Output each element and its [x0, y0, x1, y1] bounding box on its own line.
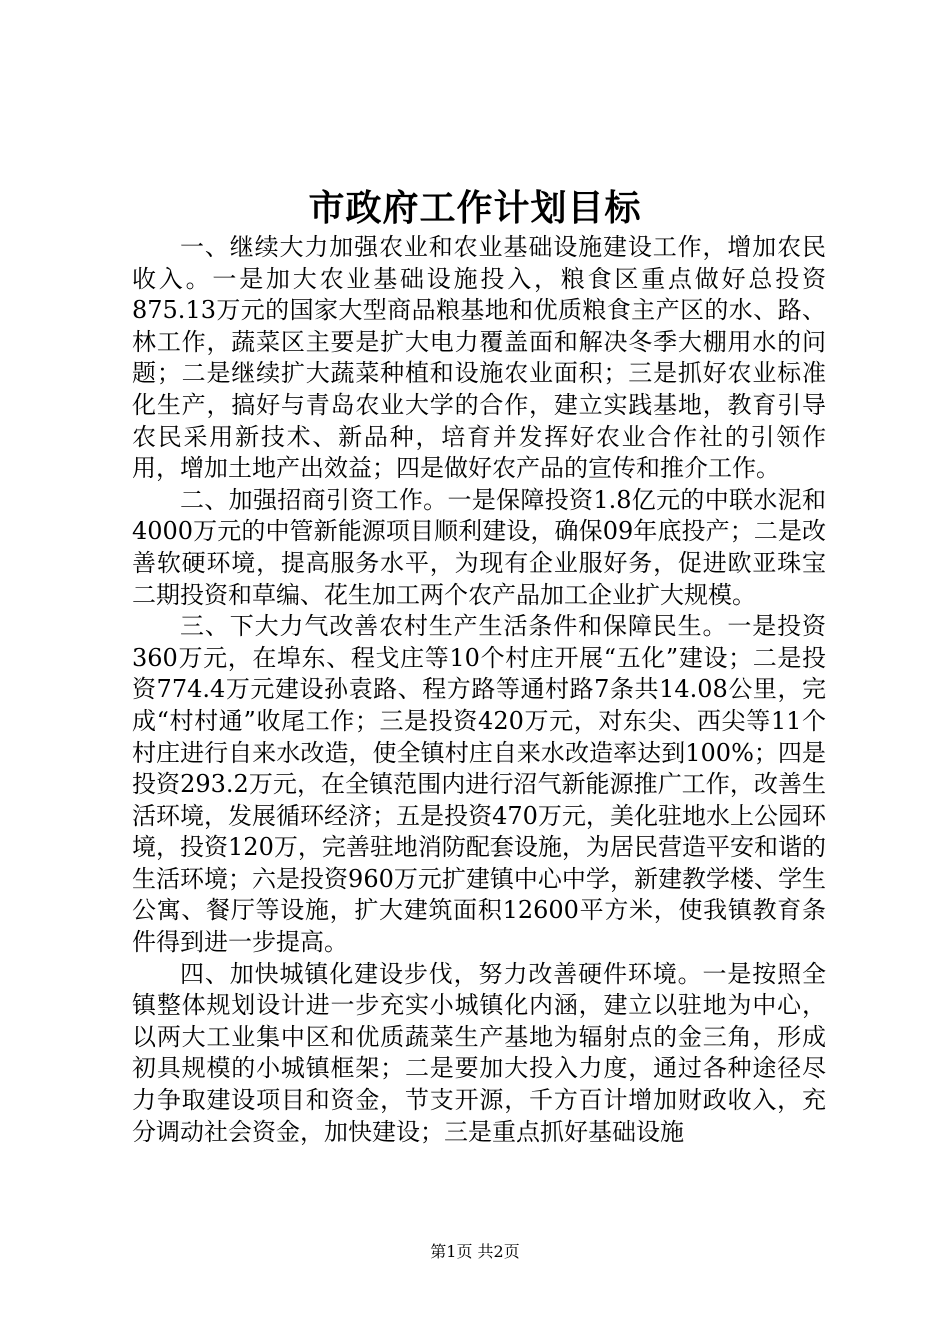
paragraph-4: 四、加快城镇化建设步伐，努力改善硬件环境。一是按照全镇整体规划设计进一步充实小城镇化内涵，建立以驻地为中心，以两大工业集中区和优质蔬菜生产基地为辐射点的金三角，形成初具规模的小城镇框架；二是要加大投入力度，通过各种途径尽力争取建设项目和资金，节支开源，千方百计增加财政收入，充分调动社会资金，加快建设；三是重点抓好基础设施 — [132, 959, 826, 1146]
page-number: 第1页 共2页 — [430, 1242, 520, 1261]
paragraph-2: 二、加强招商引资工作。一是保障投资1.8亿元的中联水泥和4000万元的中管新能源项目顺利建设，确保09年底投产；二是改善软硬环境，提高服务水平，为现有企业服好务，促进欧亚珠宝二期投资和草编、花生加工两个农产品加工企业扩大规模。 — [132, 485, 826, 609]
document-body — [132, 232, 826, 1148]
page-footer — [0, 1240, 950, 1264]
document-title: 市政府工作计划目标 — [308, 187, 642, 229]
paragraph-1: 一、继续大力加强农业和农业基础设施建设工作，增加农民收入。一是加大农业基础设施投入，粮食区重点做好总投资875.13万元的国家大型商品粮基地和优质粮食主产区的水、路、林工作，蔬菜区主要是扩大电力覆盖面和解决冬季大棚用水的问题；二是继续扩大蔬菜种植和设施农业面积；三是抓好农业标准化生产，搞好与青岛农业大学的合作，建立实践基地，教育引导农民采用新技术、新品种，培育并发挥好农业合作社的引领作用，增加土地产出效益；四是做好农产品的宣传和推介工作。 — [132, 233, 826, 483]
paragraph-3: 三、下大力气改善农村生产生活条件和保障民生。一是投资360万元，在埠东、程戈庄等10个村庄开展“五化”建设；二是投资774.4万元建设孙袁路、程方路等通村路7条共14.08公里，完成“村村通”收尾工作；三是投资420万元，对东尖、西尖等11个村庄进行自来水改造，使全镇村庄自来水改造率达到100%；四是投资293.2万元，在全镇范围内进行沼气新能源推广工作，改善生活环境，发展循环经济；五是投资470万元，美化驻地水上公园环境，投资120万，完善驻地消防配套设施，为居民营造平安和谐的生活环境；六是投资960万元扩建镇中心中学，新建教学楼、学生公寓、餐厅等设施，扩大建筑面积12600平方米，使我镇教育条件得到进一步提高。 — [132, 612, 826, 957]
